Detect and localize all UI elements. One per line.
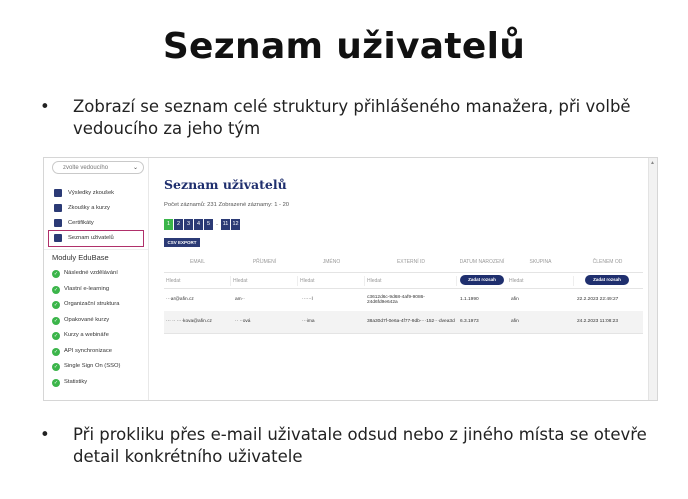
- graduation-cap-icon: [54, 204, 62, 212]
- user-birth-date: 1.1.1990: [460, 297, 479, 303]
- module-label: Vlastní e-learning: [64, 285, 110, 292]
- group-filter-input[interactable]: Hledat: [507, 276, 574, 286]
- column-header-group[interactable]: SKUPINA: [529, 259, 552, 265]
- main-content: [148, 158, 657, 400]
- table-row: [164, 311, 643, 334]
- page-button[interactable]: 11: [221, 219, 230, 230]
- module-label: Následné vzdělávání: [64, 270, 118, 276]
- module-item[interactable]: [44, 359, 148, 375]
- bullet-marker: •: [40, 97, 50, 116]
- bullet-text: Zobrazí se seznam celé struktury přihlášeného manažera, při volbě vedoucího za jeho tým: [73, 97, 631, 138]
- column-header-birth-date[interactable]: DATUM NAROZENÍ: [459, 259, 505, 265]
- sidebar-item-label: Seznam uživatelů: [68, 235, 114, 241]
- document-icon: [54, 189, 62, 197]
- page-button[interactable]: 3: [184, 219, 193, 230]
- manager-select[interactable]: [52, 161, 144, 174]
- column-header-email[interactable]: EMAIL: [189, 259, 205, 265]
- certificate-icon: [54, 219, 62, 227]
- page-ellipsis: ..: [215, 221, 219, 227]
- module-label: Kurzy a webináře: [64, 332, 109, 338]
- user-icon: [54, 234, 62, 242]
- check-circle-icon: ✓: [53, 333, 59, 339]
- user-name: ······l: [302, 297, 313, 303]
- bullet-marker: •: [40, 425, 50, 444]
- module-label: Single Sign On (SSO): [64, 363, 121, 369]
- column-header-external-id[interactable]: EXTERNÍ ID: [396, 259, 426, 265]
- check-circle-icon: ✓: [53, 317, 59, 324]
- sidebar-item-users[interactable]: [49, 231, 143, 246]
- page-button[interactable]: 12: [231, 219, 240, 230]
- manager-select-placeholder: zvolte vedoucího: [63, 165, 109, 171]
- user-surname: am··: [235, 297, 245, 303]
- module-item[interactable]: [44, 344, 148, 360]
- check-circle-icon: ✓: [53, 271, 59, 277]
- sidebar-item-label: Zkoušky a kurzy: [68, 205, 110, 211]
- user-external-id: 38a30d7f-0e6a-4f77-9db-···152···dvea3d: [367, 319, 455, 325]
- user-member-since: 22.2.2023 22:49:27: [577, 297, 619, 303]
- user-member-since: 24.2.2023 11:08:23: [577, 319, 618, 325]
- user-name: ···ima: [302, 319, 315, 325]
- check-circle-icon: ✓: [53, 379, 59, 386]
- record-counts: Počet záznamů: 231 Zobrazené záznamy: 1 - 20: [164, 202, 290, 208]
- user-group: afin: [511, 319, 519, 325]
- page-button[interactable]: 4: [194, 219, 203, 230]
- member-since-range-button[interactable]: Zadat rozsah: [585, 275, 629, 285]
- module-label: API synchronizace: [64, 347, 113, 354]
- slide-title: Seznam uživatelů: [162, 26, 526, 67]
- module-item[interactable]: [44, 328, 148, 344]
- module-item[interactable]: [44, 297, 148, 313]
- scrollbar[interactable]: [648, 158, 657, 400]
- check-circle-icon: ✓: [53, 364, 59, 370]
- sidebar-item-certificates[interactable]: [44, 216, 148, 231]
- check-circle-icon: ✓: [53, 286, 59, 293]
- sidebar-item-label: Výsledky zkoušek: [68, 190, 115, 196]
- scroll-up-icon[interactable]: ▲: [650, 160, 655, 166]
- user-surname: ·· ··ová: [235, 319, 251, 325]
- column-header-name[interactable]: JMÉNO: [322, 259, 341, 265]
- check-circle-icon: ✓: [53, 302, 59, 308]
- sidebar: [44, 158, 149, 400]
- sidebar-item-label: Certifikáty: [68, 220, 94, 226]
- page-button[interactable]: 2: [174, 219, 183, 230]
- page-title: Seznam uživatelů: [164, 177, 287, 192]
- chevron-down-icon: ⌄: [132, 165, 138, 171]
- birth-date-range-button[interactable]: Zadat rozsah: [460, 275, 504, 285]
- modules-section-title: Moduly EduBase: [44, 249, 148, 266]
- page-button[interactable]: 5: [204, 219, 213, 230]
- sidebar-item-exams-courses[interactable]: [44, 201, 148, 216]
- page-button[interactable]: 1: [164, 219, 173, 230]
- check-circle-icon: ✓: [53, 348, 59, 355]
- bullet-text: Při prokliku přes e-mail uživatale odsud nebo z jiného místa se otevře detail konkrétního uživatele: [73, 425, 647, 466]
- user-external-id: c3612d6c-9d68-4af9-9086-24d6fd9e642a: [367, 294, 425, 305]
- email-filter-input[interactable]: Hledat: [164, 276, 231, 286]
- user-email-link[interactable]: ···ar@afin.cz: [166, 297, 194, 303]
- csv-export-button[interactable]: CSV EXPORT: [164, 238, 200, 247]
- module-label: Opakované kurzy: [64, 316, 110, 323]
- external-id-filter-input[interactable]: Hledat: [365, 276, 457, 286]
- app-screenshot: [43, 157, 658, 401]
- module-item[interactable]: [44, 375, 148, 391]
- filter-row: [164, 272, 643, 289]
- module-label: Organizační struktura: [64, 301, 120, 307]
- module-item[interactable]: [44, 266, 148, 282]
- table-header: [164, 252, 643, 273]
- surname-filter-input[interactable]: Hledat: [231, 276, 298, 286]
- sidebar-menu: [44, 186, 148, 390]
- user-group: afin: [511, 297, 519, 303]
- name-filter-input[interactable]: Hledat: [298, 276, 365, 286]
- module-label: Statistiky: [64, 378, 88, 385]
- user-birth-date: 6.3.1973: [460, 319, 479, 325]
- table-row: [164, 289, 643, 312]
- column-header-surname[interactable]: PŘÍJMENÍ: [252, 259, 277, 265]
- module-item[interactable]: [44, 313, 148, 329]
- user-email-link[interactable]: ··· ·· ····kova@afin.cz: [166, 319, 212, 325]
- column-header-member-since[interactable]: ČLENEM OD: [592, 259, 623, 265]
- module-item[interactable]: [44, 282, 148, 298]
- sidebar-item-exam-results[interactable]: [44, 186, 148, 201]
